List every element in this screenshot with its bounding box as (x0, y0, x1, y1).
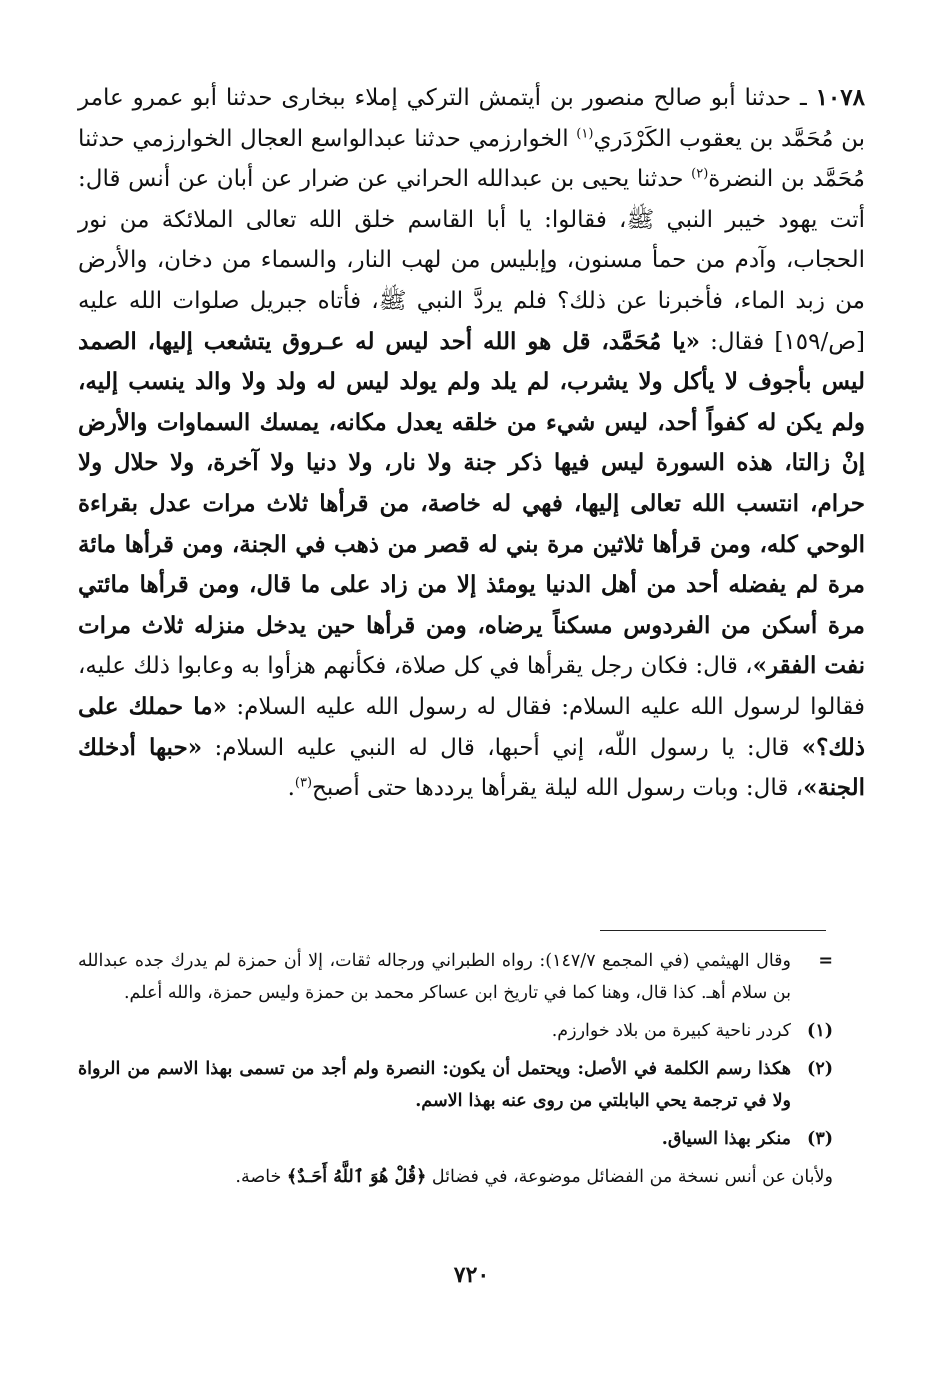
footnote-2-text: هكذا رسم الكلمة في الأصل: ويحتمل أن يكون: النصرة ولم أجد من تسمى بهذا الاسم من الرواة ولا في ترجمة يحي البابلتي من روى عنه بهذا الاسم. (78, 1059, 791, 1111)
footnote-3 (78, 1123, 833, 1155)
footnote-3-cont-a: ولأبان عن أنس نسخة من الفضائل موضوعة، في فضائل (426, 1167, 833, 1187)
hadith-number: ١٠٧٨ (815, 84, 865, 111)
hadith-end-dot: . (287, 775, 295, 802)
footnote-ref-3[interactable]: (٣) (294, 775, 313, 791)
prophet-reply: «حبها أدخلك الجنة» (78, 733, 865, 802)
footnote-continuation-text: وقال الهيثمي (في المجمع ١٤٧/٧): رواه الطبراني ورجاله ثقات، إلا أن حمزة لم يدرك جده عبدالله بن سلام أهـ. كذا قال، وهنا كما في تاريخ ابن عساكر محمد بن حمزة وليس حمزة، والله أعلم. (78, 951, 791, 1003)
footnote-1-text: كردر ناحية كبيرة من بلاد خوارزم. (551, 1021, 791, 1041)
hadith-paragraph (78, 78, 865, 809)
footnote-3-text: منكر بهذا السياق. (661, 1129, 791, 1149)
footnote-3-continuation (78, 1161, 833, 1193)
hadith-chain-1: ـ حدثنا أبو صالح منصور بن أيتمش التركي إملاء ببخارى حدثنا أبو عمرو عامر بن مُحَمَّد بن يعقوب الكَرْدَري (78, 85, 865, 152)
footnote-separator (600, 930, 826, 931)
footnotes (78, 945, 833, 1193)
hadith-ending: ، قال: وبات رسول الله ليلة يقرأها يرددها حتى أصبح (312, 775, 804, 802)
hadith-text (78, 78, 865, 809)
footnote-1-mark: (١) (807, 1021, 833, 1041)
footnote-1 (78, 1015, 833, 1047)
prophet-question: «ما حملك على ذلك؟» (78, 692, 866, 761)
hadith-continuation: ، قال: فكان رجل يقرأها في كل صلاة، فكأنهم هزأوا به وعابوا ذلك عليه، فقالوا لرسول الله عليه السلام: فقال له رسول الله عليه السلام: (78, 653, 865, 720)
footnote-ref-2[interactable]: (٢) (691, 166, 709, 182)
quran-citation: ﴿قُلْ هُوَ ٱللَّهُ أَحَـدٌ﴾ (286, 1167, 427, 1187)
hadith-narration: حدثنا يحيى بن عبدالله الحراني عن ضرار عن أبان عن أنس قال: أتت يهود خيبر النبي ﷺ، فقالوا: يا أبا القاسم خلق الله تعالى الملائكة من نور الحجاب، وآدم من حمأ مسنون، وإبليس من لهب النار، والسماء من دخان، والأرض من زبد الماء، فأخبرنا عن ذلك؟ فلم يردَّ النبي ﷺ، فأتاه جبريل صلوات الله عليه [ص/١٥٩] فقال: (78, 166, 865, 355)
footnote-3-cont-c: خاصة. (235, 1167, 287, 1187)
footnote-2 (78, 1053, 833, 1117)
continuation-mark: = (818, 951, 833, 971)
man-answer: قال: يا رسول اللّه، إني أحبها، قال له النبي عليه السلام: (202, 734, 802, 761)
jibril-quote: «يا مُحَمَّد، قل هو الله أحد ليس له عـروق يتشعب إليها، الصمد ليس بأجوف لا يأكل ولا يشرب، لم يلد ولم يولد ليس له ولد ولا والد ينسب إليه، ولم يكن له كفواً أحد، ليس شيء من خلقه يعدل مكانه، يمسك السماوات والأرض إنْ زالتا، هذه السورة ليس فيها ذكر جنة ولا نار، ولا دنيا ولا آخرة، ولا حلال ولا حرام، انتسب الله تعالى إليها، فهي له خاصة، من قرأها ثلاث مرات عدل بقراءة الوحي كله، ومن قرأها ثلاثين مرة بني له قصر من ذهب في الجنة، ومن قرأها مائة مرة لم يفضله أحد من أهل الدنيا يومئذ إلا من زاد على ما قال، ومن قرأها مائتي مرة أسكن من الفردوس مسكناً يرضاه، ومن قرأها حين يدخل منزله ثلاث مرات نفت الفقر» (78, 327, 865, 680)
footnote-2-mark: (٢) (807, 1059, 833, 1079)
page-number: ٧٢٠ (453, 1262, 490, 1288)
footnote-3-mark: (٣) (807, 1129, 833, 1149)
footnote-ref-1[interactable]: (١) (576, 125, 594, 141)
hadith-chain-2: الخوارزمي حدثنا عبدالواسع العجال الخوارزمي حدثنا مُحَمَّد بن النضرة (78, 125, 865, 193)
footnote-continuation (78, 945, 833, 1009)
